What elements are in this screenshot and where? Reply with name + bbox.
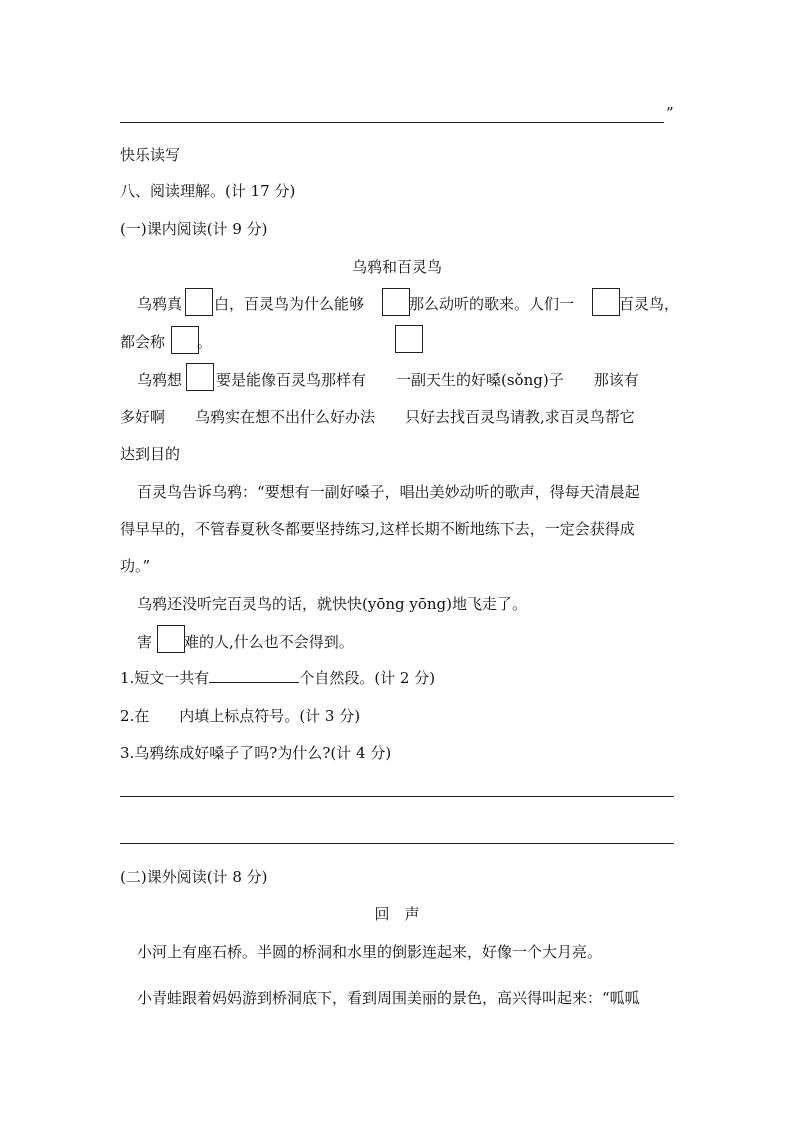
story1-p3-line1: 百灵鸟告诉乌鸦：“要想有一副好嗓子，唱出美妙动听的歌声，得每天清晨起 [137, 483, 640, 501]
story1-p2-line3: 达到目的 [120, 445, 181, 463]
question-1 [120, 667, 435, 688]
story1-p4: 乌鸦还没听完百灵鸟的话，就快快(yōng yōng)地飞走了。 [137, 595, 528, 613]
answer-box-2[interactable] [382, 288, 410, 316]
section-title: 快乐读写 [120, 146, 181, 164]
answer-box-4[interactable] [171, 326, 199, 354]
closing-quote: ” [666, 104, 674, 122]
story1-p3-line2: 得早早的，不管春夏秋冬都要坚持练习,这样长期不断地练下去，一定会获得成 [120, 520, 635, 538]
story1-p1-seg-b: 白，百灵鸟为什么能够 [214, 295, 365, 313]
answer-box-3[interactable] [592, 288, 620, 316]
story1-p1-seg-d: 百灵鸟， [619, 295, 680, 313]
story1-p5-seg-a: 害 [137, 633, 153, 651]
story1-title: 乌鸦和百灵鸟 [351, 258, 442, 276]
story1-p2-seg-b: 要是能像百灵鸟那样有 一副天生的好嗓(sǒng)子 那该有 [216, 371, 639, 389]
q8-heading: 八、阅读理解。(计 17 分) [120, 182, 296, 200]
story1-p1-seg-a: 乌鸦真 [137, 295, 183, 313]
question-1-blank[interactable] [209, 668, 299, 683]
part1-heading: (一)课内阅读(计 9 分) [120, 220, 268, 238]
story1-p3-line3: 功。” [120, 557, 151, 575]
story1-p1-seg-f: 。 [197, 333, 213, 351]
story1-p1-seg-c: 那么动听的歌来。人们一 [409, 295, 575, 313]
story1-p1-seg-e: 都会称 [120, 333, 166, 351]
answer-line-q3-1[interactable] [120, 796, 674, 797]
answer-line-q3-2[interactable] [120, 843, 674, 844]
answer-box-1[interactable] [185, 288, 213, 316]
question-1-text-a: 1.短文一共有 [120, 669, 210, 687]
question-1-text-b: 个自然段。(计 2 分) [299, 669, 436, 687]
question-3: 3.乌鸦练成好嗓子了吗?为什么?(计 4 分) [120, 744, 392, 762]
story1-p5-seg-b: 难的人,什么也不会得到。 [184, 633, 354, 651]
story2-p1: 小河上有座石桥。半圆的桥洞和水里的倒影连起来，好像一个大月亮。 [137, 943, 603, 961]
answer-line-top [120, 122, 664, 123]
story1-p2-seg-a: 乌鸦想 [137, 371, 183, 389]
answer-box-7[interactable] [157, 625, 185, 653]
story2-title: 回 声 [374, 905, 420, 923]
answer-box-5[interactable] [395, 325, 423, 353]
story1-p2-line2: 多好啊 乌鸦实在想不出什么好办法 只好去找百灵鸟请教,求百灵鸟帮它 [120, 408, 635, 426]
story2-p2: 小青蛙跟着妈妈游到桥洞底下，看到周围美丽的景色，高兴得叫起来：“呱呱 [137, 989, 640, 1007]
part2-heading: (二)课外阅读(计 8 分) [120, 868, 268, 886]
answer-box-6[interactable] [186, 363, 214, 391]
question-2: 2.在 内填上标点符号。(计 3 分) [120, 707, 361, 725]
